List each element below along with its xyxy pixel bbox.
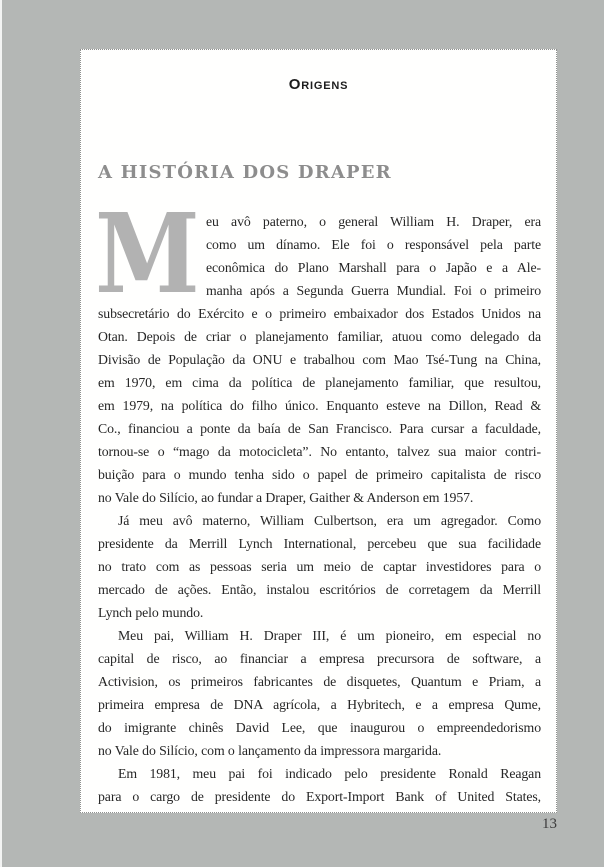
body-text	[95, 189, 541, 808]
text-line: do imigrante chinês David Lee, que inaugurou o empreendedorismo	[98, 720, 541, 735]
text-line: no Vale do Silício, ao fundar a Draper, Gaither & Anderson em 1957.	[98, 490, 474, 505]
text-line: Divisão de População da ONU e trabalhou com Mao Tsé-Tung na China,	[98, 352, 541, 367]
drop-cap-letter: M	[95, 189, 200, 318]
text-line: no trato com as pessoas seria um meio de captar investidores para o	[98, 559, 541, 574]
text-line: tornou-se o “mago da motocicleta”. No entanto, talvez sua maior contri-	[98, 444, 541, 459]
text-line: Em 1981, meu pai foi indicado pelo presidente Ronald Reagan	[118, 766, 541, 781]
text-line: no Vale do Silício, com o lançamento da impressora margarida.	[98, 743, 442, 758]
text-line: manha após a Segunda Guerra Mundial. Foi o primeiro	[206, 283, 541, 298]
text-line: eu avô paterno, o general William H. Draper, era	[206, 214, 541, 229]
text-line: primeira empresa de DNA agrícola, a Hybritech, e a empresa Qume,	[98, 697, 541, 712]
text-line: Já meu avô materno, William Culbertson, era um agregador. Como	[118, 513, 541, 528]
text-line: subsecretário do Exército e o primeiro embaixador dos Estados Unidos na	[98, 306, 541, 321]
window-edge-highlight	[0, 0, 2, 867]
chapter-heading: A HISTÓRIA DOS DRAPER	[98, 162, 392, 183]
text-line: presidente da Merrill Lynch International, percebeu que sua facilidade	[98, 536, 541, 551]
text-line: buição para o mundo tenha sido o papel de primeiro capitalista de risco	[98, 467, 541, 482]
text-line: Activision, os primeiros fabricantes de disquetes, Quantum e Priam, a	[98, 674, 541, 689]
text-line: para o cargo de presidente do Export-Import Bank of United States,	[98, 789, 541, 804]
text-line: Meu pai, William H. Draper III, é um pioneiro, em especial no	[118, 628, 541, 643]
text-line: Lynch pelo mundo.	[98, 605, 204, 620]
text-line: capital de risco, ao financiar a empresa precursora de software, a	[98, 651, 541, 666]
book-page	[80, 49, 557, 813]
text-line: econômica do Plano Marshall para o Japão e a Ale-	[206, 260, 541, 275]
text-line: em 1979, na política do filho único. Enquanto esteve na Dillon, Read &	[98, 398, 541, 413]
text-line: mercado de ações. Então, instalou escritórios de corretagem da Merrill	[98, 582, 541, 597]
drop-cap	[95, 189, 206, 318]
text-line: Otan. Depois de criar o planejamento familiar, atuou como delegado da	[98, 329, 541, 344]
text-line: em 1970, em cima da política de planejamento familiar, que resultou,	[98, 375, 541, 390]
text-line: como um dínamo. Ele foi o responsável pela parte	[206, 237, 541, 252]
page-number: 13	[542, 816, 557, 832]
text-line: Co., financiou a ponte da baía de San Francisco. Para cursar a faculdade,	[98, 421, 541, 436]
running-head: Origens	[288, 76, 349, 93]
